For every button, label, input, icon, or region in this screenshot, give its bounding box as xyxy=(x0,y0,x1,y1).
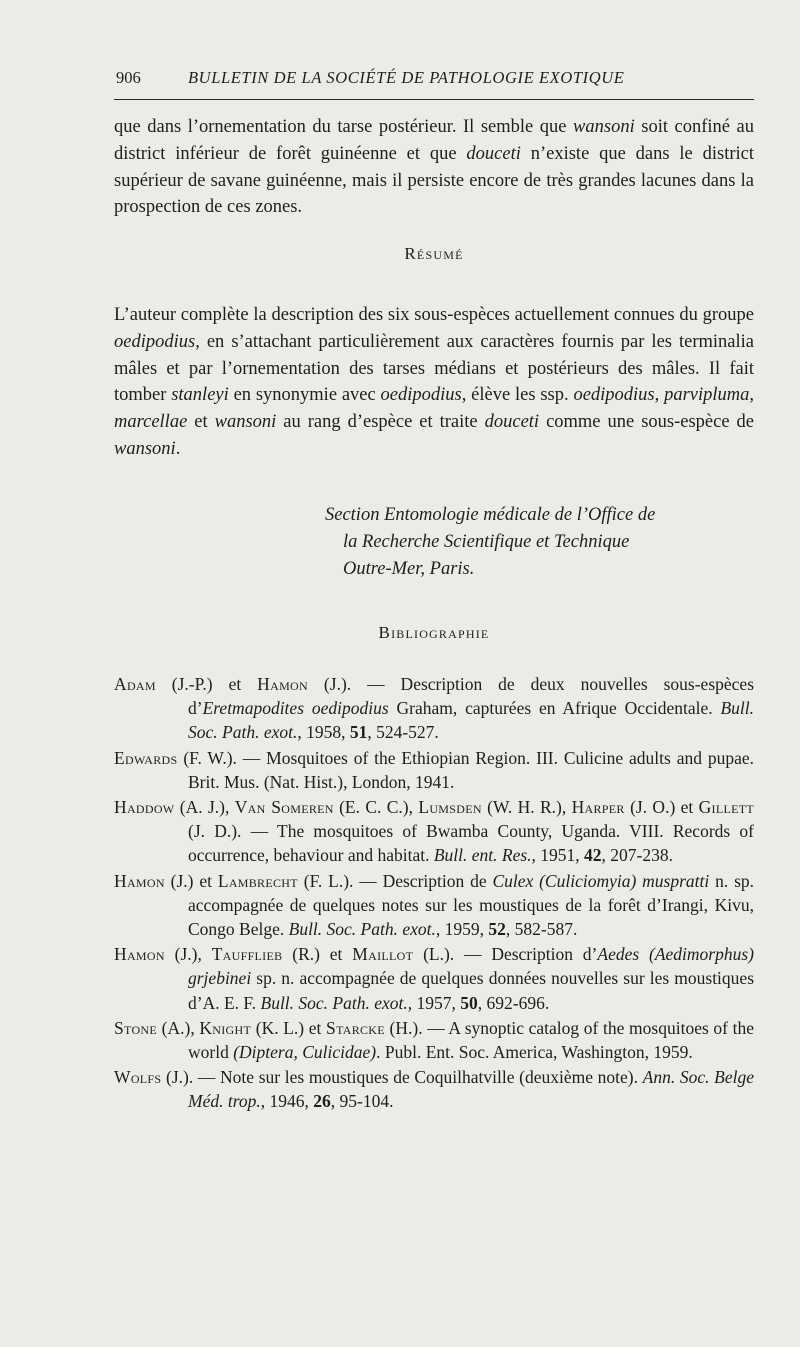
reference-entry: Hamon (J.) et Lambrecht (F. L.). — Description de Culex (Culiciomyia) muspratti n. sp. accompagnée de quelques notes sur les moustiques de la forêt d’Irangi, Kivu, Congo Belge. Bull. Soc. Path. exot., 1959, 52, 582-587. xyxy=(114,870,754,940)
bibliography-heading: Bibliographie xyxy=(378,623,490,642)
header-rule xyxy=(114,99,754,100)
reference-entry: Edwards (F. W.). — Mosquitoes of the Ethiopian Region. III. Culicine adults and pupae. Brit. Mus. (Nat. Hist.), London, 1941. xyxy=(114,747,754,792)
reference-entry: Hamon (J.), Taufflieb (R.) et Maillot (L.). — Description d’Aedes (Aedimorphus) grjebinei sp. n. accompagnée de quelques données nouvelles sur les moustiques d’A. E. F. Bull. Soc. Path. exot., 1957, 50, 692-696. xyxy=(114,944,754,1013)
reference-entry: Haddow (A. J.), Van Someren (E. C. C.), Lumsden (W. H. R.), Harper (J. O.) et Gillett (J. D.). — The mosquitoes of Bwamba County, Uganda. VIII. Records of occurrence, behaviour and habitat. Bull. ent. Res., 1951, 42, 207-238. xyxy=(114,797,754,866)
bibliography-list xyxy=(114,672,754,1115)
resume-heading: Résumé xyxy=(404,244,464,263)
affiliation-line: la Recherche Scientifique et Technique xyxy=(343,531,630,552)
journal-title: BULLETIN DE LA SOCIÉTÉ DE PATHOLOGIE EXOTIQUE xyxy=(188,68,625,87)
page-number: 906 xyxy=(116,68,141,87)
author-affiliation xyxy=(325,502,755,582)
running-header xyxy=(116,66,754,90)
intro-paragraph: que dans l’ornementation du tarse postérieur. Il semble que wansoni soit confiné au district inférieur de forêt guinéenne et que douceti n’existe que dans le district supérieur de savane guinéenne, mais il persiste encore de très grandes lacunes dans la prospection de ces zones. xyxy=(114,117,754,218)
reference-entry: Stone (A.), Knight (K. L.) et Starcke (H.). — A synoptic catalog of the mosquitoes of the world (Diptera, Culicidae). Publ. Ent. Soc. America, Washington, 1959. xyxy=(114,1017,754,1063)
reference-entry: Adam (J.-P.) et Hamon (J.). — Description de deux nouvelles sous-espèces d’Eretmapodites oedipodius Graham, capturées en Afrique Occidentale. Bull. Soc. Path. exot., 1958, 51, 524-527. xyxy=(114,674,754,743)
reference-entry: Wolfs (J.). — Note sur les moustiques de Coquilhatville (deuxième note). Ann. Soc. Belge Méd. trop., 1946, 26, 95-104. xyxy=(114,1067,755,1112)
affiliation-line: Section Entomologie médicale de l’Office de xyxy=(325,505,656,525)
affiliation-line: Outre-Mer, Paris. xyxy=(343,558,475,579)
resume-paragraph: L’auteur complète la description des six sous-espèces actuellement connues du groupe oedipodius, en s’attachant particulièrement aux caractères fournis par les terminalia mâles et par l’ornementation des tarses médians et postérieurs des mâles. Il fait tomber stanleyi en synonymie avec oedipodius, élève les ssp. oedipodius, parvipluma, marcellae et wansoni au rang d’espèce et traite douceti comme une sous-espèce de wansoni. xyxy=(114,305,755,459)
